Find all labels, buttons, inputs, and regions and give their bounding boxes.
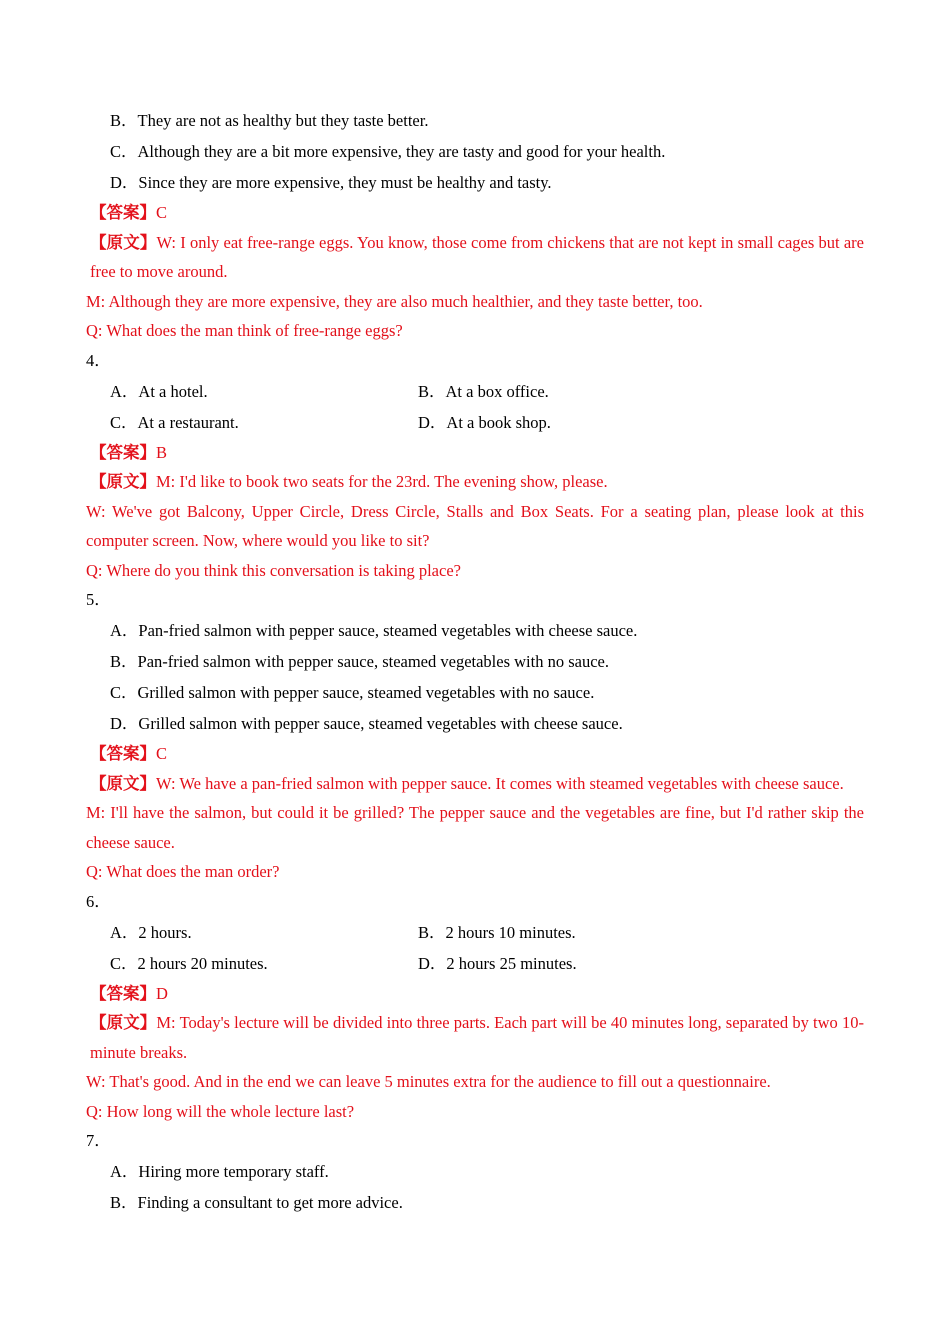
- option-item: [86, 917, 418, 948]
- option-text: 2 hours 20 minutes.: [137, 953, 268, 973]
- option-letter: D．: [418, 412, 447, 432]
- option-item: [418, 948, 864, 979]
- script-label: 【原文】: [90, 232, 157, 252]
- script-text: Q: What does the man order?: [86, 862, 280, 881]
- script-text: M: I'll have the salmon, but could it be grilled? The pepper sauce and the vegetables are fine, but I'd rather skip the cheese sauce.: [86, 803, 864, 852]
- script-line: [86, 497, 864, 556]
- option-row: [86, 615, 864, 646]
- option-text: Pan-fried salmon with pepper sauce, steamed vegetables with cheese sauce.: [138, 621, 638, 640]
- script-label: 【原文】: [90, 1013, 157, 1032]
- option-letter: A．: [110, 922, 139, 942]
- option-letter: B．: [418, 922, 446, 942]
- script-label: 【原文】: [90, 472, 156, 491]
- option-row: [86, 646, 864, 677]
- option-text: Since they are more expensive, they must be healthy and tasty.: [138, 173, 552, 192]
- option-text: At a box office.: [445, 381, 549, 401]
- answer-label: 【答案】: [90, 983, 156, 1003]
- script-line: [86, 857, 864, 887]
- script-line: [86, 467, 864, 497]
- option-item: [86, 948, 418, 979]
- script-text: W: I only eat free-range eggs. You know, those come from chickens that are not kept in small cages but are free to move around.: [90, 232, 864, 281]
- option-item: [418, 407, 864, 438]
- option-row: [86, 948, 864, 979]
- option-letter: D．: [110, 173, 139, 192]
- script-text: M: Today's lecture will be divided into three parts. Each part will be 40 minutes long, separated by two 10-minute breaks.: [90, 1013, 864, 1062]
- option-item: [86, 646, 609, 677]
- option-item: [86, 677, 594, 708]
- option-item: [86, 1187, 403, 1218]
- option-item: [418, 376, 864, 407]
- option-text: Grilled salmon with pepper sauce, steamed vegetables with no sauce.: [137, 683, 595, 702]
- script-text: W: We have a pan-fried salmon with pepper sauce. It comes with steamed vegetables with cheese sauce.: [156, 773, 844, 793]
- option-text: Grilled salmon with pepper sauce, steamed vegetables with cheese sauce.: [138, 714, 623, 733]
- option-text: They are not as healthy but they taste better.: [137, 111, 429, 130]
- script-line: [86, 1097, 864, 1127]
- option-row: [86, 1156, 864, 1187]
- answer-line: [86, 438, 864, 468]
- option-text: 2 hours 10 minutes.: [445, 922, 576, 942]
- option-row: [86, 136, 864, 167]
- option-item: [86, 407, 418, 438]
- option-letter: A．: [110, 381, 139, 401]
- script-line: [86, 228, 864, 287]
- option-letter: D．: [418, 953, 447, 973]
- script-line: [86, 287, 864, 317]
- option-text: Pan-fried salmon with pepper sauce, steamed vegetables with no sauce.: [137, 652, 609, 671]
- option-row: [86, 167, 864, 198]
- option-item: [86, 1156, 329, 1187]
- option-text: At a book shop.: [446, 412, 551, 432]
- script-line: [86, 769, 864, 799]
- answer-label: 【答案】: [90, 744, 156, 763]
- option-letter: B．: [418, 381, 446, 401]
- option-row: [86, 1187, 864, 1218]
- option-letter: C．: [110, 412, 138, 432]
- option-letter: A．: [110, 1162, 139, 1181]
- option-text: At a hotel.: [138, 381, 208, 401]
- option-letter: B．: [110, 652, 138, 671]
- answer-line: [86, 979, 864, 1009]
- option-row: [86, 917, 864, 948]
- question-number: 6．: [86, 891, 111, 911]
- question-number: 4．: [86, 350, 111, 370]
- script-text: Q: How long will the whole lecture last?: [86, 1101, 355, 1121]
- option-letter: C．: [110, 142, 138, 161]
- answer-line: [86, 739, 864, 769]
- script-text: W: That's good. And in the end we can leave 5 minutes extra for the audience to fill out a questionnaire.: [86, 1072, 771, 1091]
- option-item: [86, 136, 665, 167]
- option-row: [86, 677, 864, 708]
- answer-label: 【答案】: [90, 203, 156, 222]
- option-row: [86, 407, 864, 438]
- script-line: [86, 1008, 864, 1067]
- script-text: W: We've got Balcony, Upper Circle, Dress Circle, Stalls and Box Seats. For a seating plan, please look at this computer screen. Now, where would you like to sit?: [86, 501, 864, 550]
- script-line: [86, 798, 864, 857]
- option-text: At a restaurant.: [137, 412, 239, 432]
- question-number: 7．: [86, 1131, 111, 1150]
- answer-value: D: [156, 983, 168, 1003]
- option-letter: B．: [110, 111, 138, 130]
- option-letter: B．: [110, 1193, 138, 1212]
- option-item: [86, 376, 418, 407]
- script-label: 【原文】: [90, 773, 156, 793]
- option-letter: D．: [110, 714, 139, 733]
- option-item: [86, 708, 623, 739]
- script-text: Q: Where do you think this conversation is taking place?: [86, 560, 461, 580]
- option-letter: C．: [110, 953, 138, 973]
- option-row: [86, 376, 864, 407]
- question-number: 5．: [86, 590, 111, 609]
- option-text: Hiring more temporary staff.: [138, 1162, 329, 1181]
- option-row: [86, 105, 864, 136]
- option-text: Although they are a bit more expensive, they are tasty and good for your health.: [137, 142, 666, 161]
- option-item: [86, 615, 637, 646]
- script-line: [86, 316, 864, 346]
- option-letter: A．: [110, 621, 139, 640]
- answer-value: C: [156, 744, 168, 763]
- option-item: [86, 167, 552, 198]
- script-line: [86, 1067, 864, 1097]
- script-text: Q: What does the man think of free-range eggs?: [86, 321, 403, 340]
- answer-value: C: [156, 203, 168, 222]
- option-item: [86, 105, 428, 136]
- answer-label: 【答案】: [90, 442, 156, 462]
- option-letter: C．: [110, 683, 138, 702]
- script-line: [86, 556, 864, 586]
- option-text: 2 hours 25 minutes.: [446, 953, 577, 973]
- answer-line: [86, 198, 864, 228]
- option-text: 2 hours.: [138, 922, 192, 942]
- option-row: [86, 708, 864, 739]
- option-text: Finding a consultant to get more advice.: [137, 1193, 403, 1212]
- script-text: M: Although they are more expensive, they are also much healthier, and they taste better, too.: [86, 291, 703, 311]
- option-item: [418, 917, 864, 948]
- answer-value: B: [156, 442, 168, 462]
- script-text: M: I'd like to book two seats for the 23rd. The evening show, please.: [156, 472, 608, 491]
